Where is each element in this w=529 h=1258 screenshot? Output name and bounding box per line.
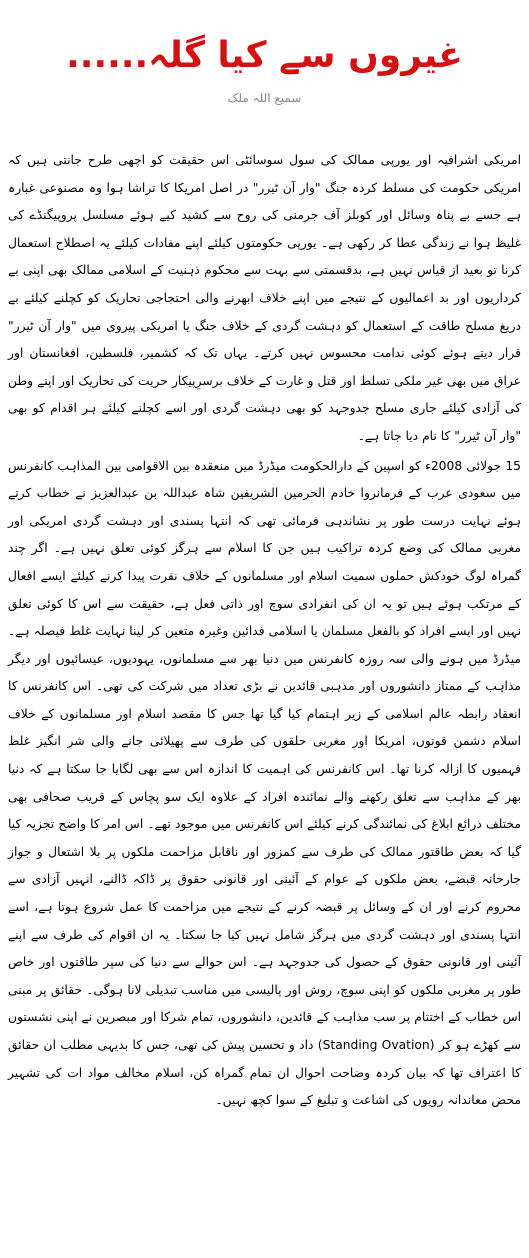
article-paragraph: 15 جولائی 2008ء کو اسپین کے دارالحکومت میڈرڈ میں منعقدہ بین الاقوامی بین المذاہب کانفرنس میں سعودی عرب کے فرمانروا خادم الحرمین الشریفین شاہ عبداللہ بن عبدالعزیز نے خطاب کرتے ہوئے نہایت درست طور پر نشاندہی فرمائی تھی کہ انتہا پسندی اور دہشت گردی امریکی اور مغربی ممالک کی وضع کردہ تراکیب ہیں جن کا اسلام سے ہرگز کوئی تعلق نہیں ہے۔ اگر چند گمراہ لوگ خودکش حملوں سمیت اسلام اور مسلمانوں کے خلاف نفرت پیدا کرنے کیلئے ایسے افعال کے مرتکب ہوئے ہیں تو یہ ان کی انفرادی سوچ اور ذاتی فعل ہے، حقیقت سے اس کا کوئی تعلق نہیں اور ایسے افراد کو بالفعل مسلمان یا اسلامی فدائین وغیرہ متعین کر لینا نہایت غلط فیصلہ ہے۔ میڈرڈ میں ہونے والی سہ روزہ کانفرنس میں دنیا بھر سے مسلمانوں، یہودیوں، عیسائیوں اور دیگر مذاہب کے ممتاز دانشوروں اور مذہبی قائدین نے بڑی تعداد میں شرکت کی تھی۔ اس کانفرنس کا انعقاد رابطہ عالم اسلامی کے زیر اہتمام کیا گیا تھا جس کا مقصد اسلام اور مسلمانوں کے خلاف اسلام دشمن قوتوں، امریکا اور مغربی حلقوں کی طرف سے پھیلائی جانے والی شر انگیز غلط فہمیوں کا ازالہ کرنا تھا۔ اس کانفرنس کی اہمیت کا اندازہ اس سے بھی لگایا جا سکتا ہے کہ دنیا بھر کے مذاہب سے تعلق رکھنے والے نمائندہ افراد کے علاوہ ایک سو پچاس کے قریب صحافی بھی مختلف ذرائع ابلاغ کی نمائندگی کرنے کیلئے اس کانفرنس میں موجود تھے۔ اس امر کا واضح تجزیہ کیا گیا کہ بعض طاقتور ممالک کی طرف سے کمزور اور ناقابل مزاحمت ملکوں پر بلا اشتعال و جواز جارحانہ قبضے، بعض ملکوں کے عوام کے آئینی اور قانونی حقوق پر ڈاکہ ڈالنے، انہیں آزادی سے محروم کرنے اور ان کے وسائل پر قبضہ کرنے کے نتیجے میں مزاحمت کا عمل شروع ہوتا ہے، اسے انتہا پسندی اور دہشت گردی میں ہرگز شامل نہیں کیا جا سکتا۔ یہ ان اقوام کی طرف سے اپنے آئینی اور قانونی حقوق کے حصول کی جدوجہد ہے۔ اس حوالے سے دنیا کی سپر طاقتوں اور خاص طور پر مغربی ملکوں کو اپنی سوچ، روش اور پالیسی میں مناسب تبدیلی لانا ہوگی۔ حقائق پر مبنی اس خطاب کے اختتام پر سب مذاہب کے قائدین، دانشوروں، تمام شرکا اور مبصرین نے اپنی نشستوں سے کھڑے ہو کر (Standing Ovation) داد و تحسین پیش کی تھی، جس کا بدیہی مطلب ان حقائق کا اعتراف تھا کہ بیان کردہ وضاحت احوال ان تمام گمراہ کن، اسلام مخالف مواد ات کی تشہیر محض معاندانہ رویوں کی اشاعت و تبلیغ کے سوا کچھ نہیں۔: [8, 458, 521, 1108]
article-body: [8, 147, 521, 1115]
article-paragraph: امریکی اشرافیہ اور یورپی ممالک کی سول سوسائٹی اس حقیقت کو اچھی طرح جانتی ہیں کہ امریکی حکومت کی مسلط کردہ جنگ "وار آن ٹیرر" در اصل امریکا کا تراشا ہوا وہ مصنوعی غبارہ ہے جسے بے پناہ وسائل اور کوبلز آف جرمنی کی روح سے کشید کیے ہوئے مسلسل پروپیگنڈے کی غلیظ ہوا نے زندگی عطا کر رکھی ہے۔ یورپی حکومتوں کیلئے اپنے مفادات کیلئے یہ اصطلاح استعمال کرنا تو بعید از قیاس نہیں ہے، بدقسمتی سے بہت سے محکوم ذہنیت کے اسلامی ممالک بھی اپنی بے کرداریوں اور بد اعمالیوں کے نتیجے میں اپنے خلاف ابھرنے والی احتجاجی تحاریک کو کچلنے کیلئے بے دریغ مسلح طاقت کے استعمال کو دہشت گردی کے خلاف جنگ یا امریکی پیروی میں "وار آن ٹیرر" قرار دیتے ہوئے کوئی ندامت محسوس نہیں کرتے۔ یہاں تک کہ کشمیر، فلسطین، افغانستان اور عراق میں بھی غیر ملکی تسلط اور قتل و غارت کے خلاف برسرِپیکار حریت کی تحاریک اور اپنے وطن کی آزادی کیلئے جاری مسلح جدوجہد کو بھی دہشت گردی اور اسے کچلنے کیلئے ہر اقدام کو بھی "وار آن ٹیرر" کا نام دیا جاتا ہے۔: [8, 153, 521, 443]
author-byline: سمیع اللہ ملک: [227, 91, 302, 105]
article-title: غیروں سے کیا گلہ......: [66, 35, 463, 76]
